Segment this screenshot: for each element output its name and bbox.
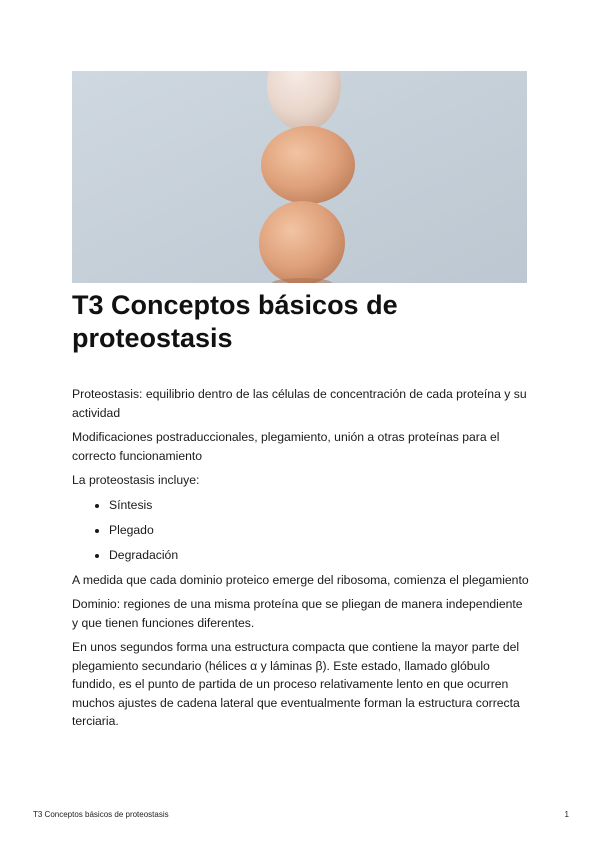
paragraph: En unos segundos forma una estructura compacta que contiene la mayor parte del plegamiento secundario (hélices α y láminas β). Este estado, llamado glóbulo fundido, es el punto de partida de un proceso relativamente lento en que ocurren muchos ajustes de cadena lateral que eventualmente forman la estructura correcta terciaria. [72,640,520,728]
list-item: • Síntesis [109,496,532,515]
document-body [72,385,532,737]
bullet-list [72,496,532,565]
paragraph: Dominio: regiones de una misma proteína que se pliegan de manera independiente y que tienen funciones diferentes. [72,597,523,630]
page-number: 1 [564,810,569,819]
paragraph: Modificaciones postraduccionales, plegamiento, unión a otras proteínas para el correcto funcionamiento [72,430,500,463]
list-item: • Plegado [109,521,532,540]
paragraph: La proteostasis incluye: [72,473,200,487]
page-title: T3 Conceptos básicos de proteostasis [72,290,398,353]
cover-image [72,71,527,283]
list-item: • Degradación [109,546,532,565]
paragraph: A medida que cada dominio proteico emerge del ribosoma, comienza el plegamiento [72,572,529,587]
footer-title: T3 Conceptos básicos de proteostasis [33,810,169,819]
stacked-eggs-photo [72,71,527,283]
paragraph: Proteostasis: equilibrio dentro de las células de concentración de cada proteína y su actividad [72,387,527,420]
